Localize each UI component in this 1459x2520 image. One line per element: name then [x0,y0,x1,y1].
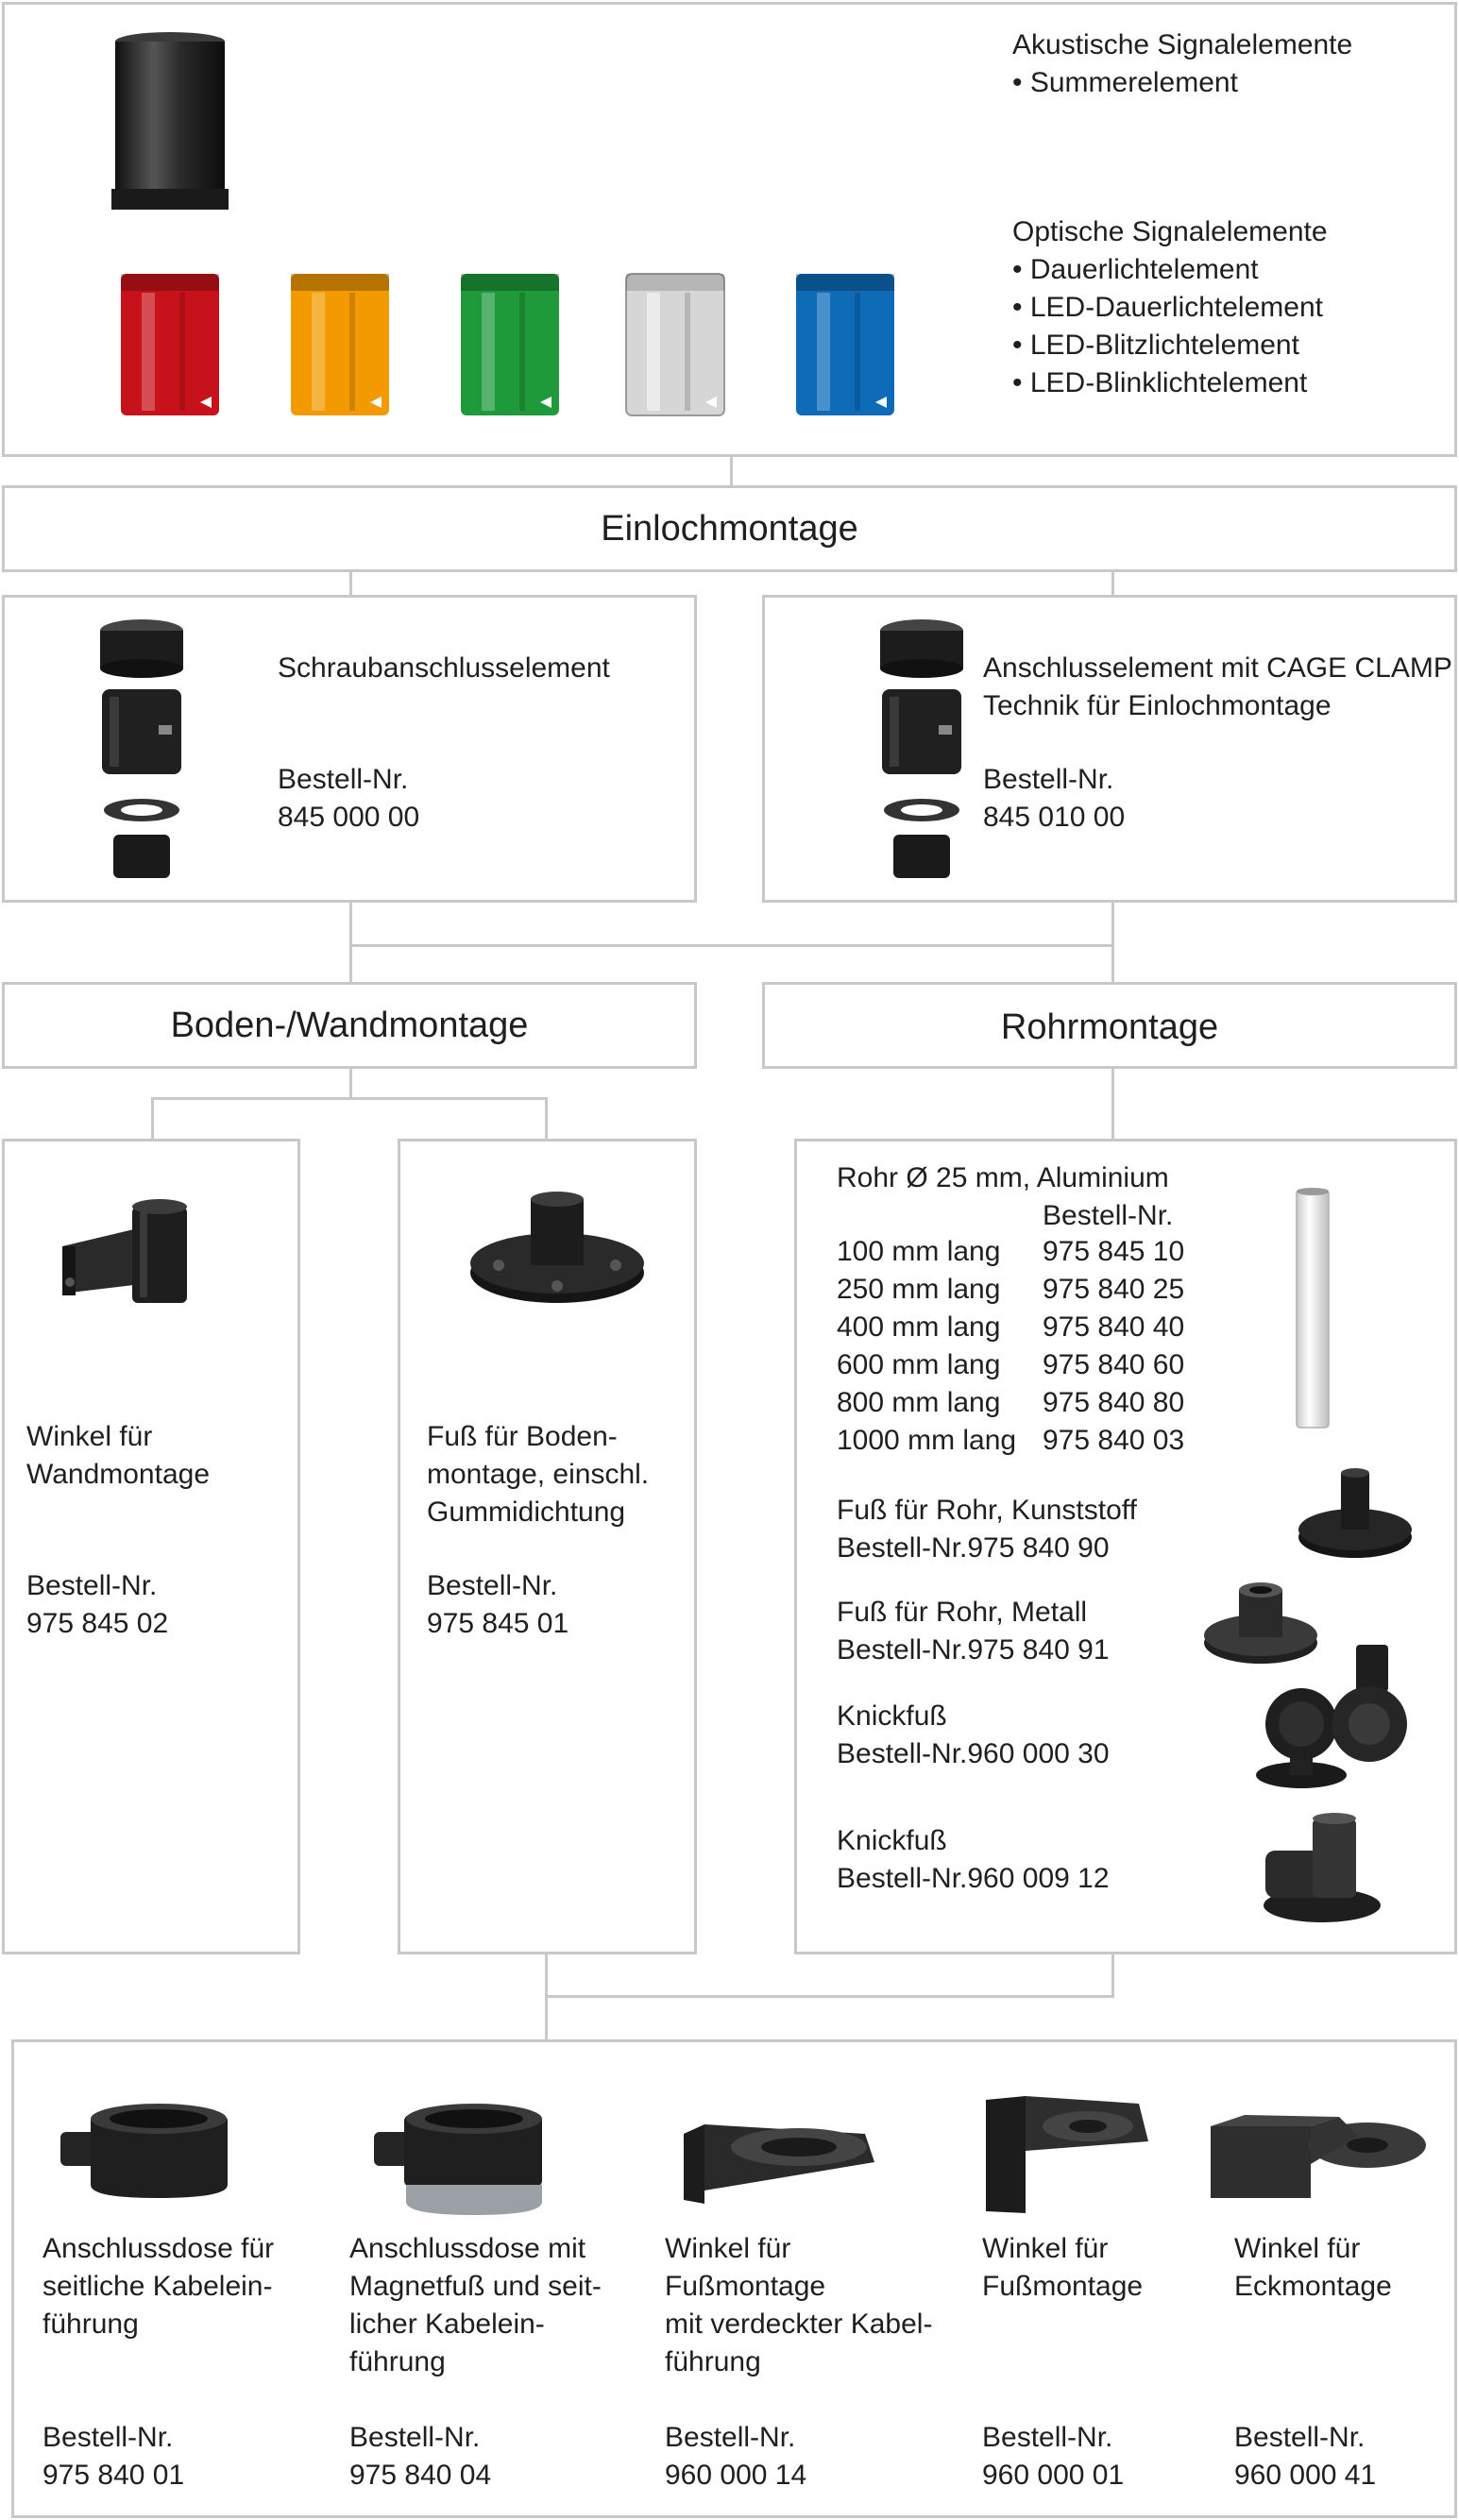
magnetic-junction-box-image [368,2087,557,2219]
connector-line [151,1097,154,1139]
accessory-title: Anschlussdose mit [349,2233,586,2264]
accessory-title: Winkel für [665,2233,791,2264]
screw-terminal-image [85,614,198,888]
metal-tube-base-title: Fuß für Rohr, Metall [837,1597,1088,1628]
table-row: 400 mm lang 975 840 40 [837,1311,1185,1343]
green-light-element-image [453,264,567,425]
accessory-title: Anschlussdose für [42,2233,275,2264]
metal-tube-base-order: Bestell-Nr.975 840 91 [837,1634,1110,1666]
acoustic-item: • Summerelement [1012,64,1238,102]
cage-clamp-title-line2: Technik für Einlochmontage [983,690,1332,721]
order-number: 845 010 00 [983,802,1126,833]
optical-item: • LED-Blinklichtelement [1012,364,1323,402]
tube-length-table [837,1233,1184,1460]
accessory-title: führung [665,2346,761,2377]
order-number: 975 845 02 [26,1608,169,1639]
optical-item: • LED-Blitzlichtelement [1012,327,1323,364]
optical-title: Optische Signalelemente [1012,216,1328,247]
plastic-tube-base-image [1294,1462,1417,1565]
connector-line [349,903,352,982]
table-row: 600 mm lang 975 840 60 [837,1349,1185,1380]
wall-bracket-image [57,1190,198,1312]
order-number: 845 000 00 [278,802,420,833]
foot-mount-bracket-image [978,2094,1158,2217]
order-number: 975 840 01 [42,2460,185,2491]
floor-base-image [463,1188,652,1311]
optical-item: • Dauerlichtelement [1012,251,1323,289]
order-label: Bestell-Nr. [26,1570,158,1601]
order-label: Bestell-Nr. [1234,2422,1366,2453]
clear-light-element-image [619,264,732,425]
knickfuss-title: Knickfuß [837,1700,947,1732]
table-row: 100 mm lang 975 845 10 [837,1236,1185,1267]
concealed-cable-bracket-image [676,2106,884,2209]
table-row: 250 mm lang 975 840 25 [837,1274,1185,1305]
corner-mount-bracket-image [1207,2107,1434,2202]
order-label: Bestell-Nr. [427,1570,558,1601]
table-row: 800 mm lang 975 840 80 [837,1387,1185,1418]
floor-base-title-line2: montage, einschl. [427,1459,650,1490]
knickfuss-image [1245,1633,1415,1794]
connector-line [349,1069,352,1099]
junction-box-image [53,2087,242,2209]
order-number: 975 845 01 [427,1608,569,1639]
connector-line [349,944,1114,947]
connector-line [349,572,352,595]
order-number: 960 000 14 [665,2460,807,2491]
optical-list [1012,251,1323,402]
connector-line [730,457,733,485]
aluminium-tube-image [1289,1186,1336,1431]
acoustic-list [1012,64,1238,102]
order-number: 960 000 41 [1234,2460,1377,2491]
order-label: Bestell-Nr. [278,764,409,795]
wall-bracket-title: Winkel für [26,1421,153,1452]
accessory-title: führung [42,2309,139,2340]
buzzer-element-image [104,28,236,217]
screw-terminal-title: Schraubanschlusselement [278,652,610,684]
rohrmontage-header: Rohrmontage [1000,1007,1219,1047]
cage-clamp-terminal-image [865,614,978,888]
connector-line [545,1097,548,1139]
order-number: 960 000 01 [982,2460,1125,2491]
accessory-title: seitliche Kabelein- [42,2271,273,2302]
accessory-title: Fußmontage [982,2271,1144,2302]
einlochmontage-header: Einlochmontage [601,509,858,549]
accessory-title: Magnetfuß und seit- [349,2271,602,2302]
blue-light-element-image [789,264,902,425]
optical-item: • LED-Dauerlichtelement [1012,289,1323,327]
order-label: Bestell-Nr. [665,2422,796,2453]
tube-title: Rohr Ø 25 mm, Aluminium [837,1162,1169,1193]
floor-base-title-line3: Gummidichtung [427,1497,626,1528]
connector-line [1111,903,1114,982]
connector-line [1111,1069,1114,1139]
boden-wandmontage-header: Boden-/Wandmontage [170,1006,529,1045]
cage-clamp-title: Anschlusselement mit CAGE CLAMP [983,652,1452,684]
accessory-title: licher Kabelein- [349,2309,545,2340]
accessory-title: mit verdeckter Kabel- [665,2309,933,2340]
acoustic-title: Akustische Signalelemente [1012,29,1353,60]
connector-line [545,1995,1114,1998]
connector-line [1111,1954,1114,1998]
orange-light-element-image [283,264,397,425]
accessory-title: Eckmontage [1234,2271,1392,2302]
accessory-title: führung [349,2346,446,2377]
knickfuss-order: Bestell-Nr.960 009 12 [837,1863,1110,1894]
wall-bracket-title-line2: Wandmontage [26,1459,211,1490]
floor-base-title: Fuß für Boden- [427,1421,618,1452]
plastic-tube-base-order: Bestell-Nr.975 840 90 [837,1532,1110,1564]
accessory-title: Winkel für [982,2233,1109,2264]
order-label: Bestell-Nr. [349,2422,481,2453]
order-label: Bestell-Nr. [983,764,1114,795]
knickfuss-order: Bestell-Nr.960 000 30 [837,1738,1110,1769]
plastic-tube-base-title: Fuß für Rohr, Kunststoff [837,1495,1137,1526]
order-label: Bestell-Nr. [982,2422,1113,2453]
accessory-title: Winkel für [1234,2233,1361,2264]
knickfuss-image [1256,1813,1383,1926]
table-row: 1000 mm lang 975 840 03 [837,1425,1185,1456]
order-number: 975 840 04 [349,2460,492,2491]
knickfuss-title: Knickfuß [837,1825,947,1856]
connector-line [1111,572,1114,595]
order-label: Bestell-Nr. [42,2422,174,2453]
red-light-element-image [113,264,227,425]
connector-line [151,1097,548,1100]
accessory-title: Fußmontage [665,2271,826,2302]
order-label: Bestell-Nr. [1043,1200,1174,1231]
